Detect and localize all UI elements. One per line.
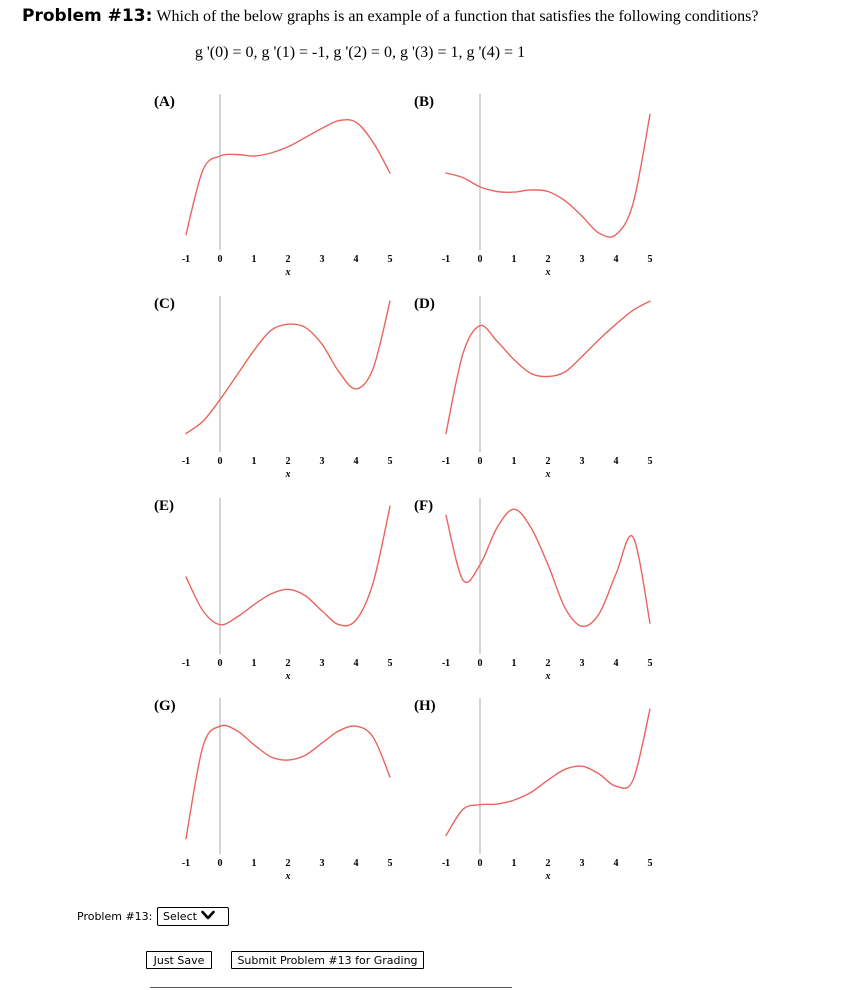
tick-label: 2 <box>545 254 551 265</box>
tick-label: 3 <box>319 858 325 869</box>
tick-label: 5 <box>647 456 653 467</box>
tick-label: 0 <box>217 658 223 669</box>
tick-label: 2 <box>285 254 291 265</box>
tick-label: 4 <box>613 254 619 265</box>
tick-label: 5 <box>387 858 393 869</box>
graph-h <box>394 694 654 894</box>
tick-label: 3 <box>319 254 325 265</box>
tick-label: 5 <box>387 456 393 467</box>
problem-question: Which of the below graphs is an example of a function that satisfies the following conditions? <box>156 8 759 25</box>
tick-label: -1 <box>181 254 191 265</box>
graph-g <box>134 694 394 894</box>
graph-label: (H) <box>414 698 436 714</box>
tick-label: 2 <box>285 658 291 669</box>
tick-label: 2 <box>545 456 551 467</box>
tick-label: 1 <box>251 658 257 669</box>
tick-label: 0 <box>477 858 483 869</box>
tick-label: 4 <box>613 456 619 467</box>
tick-label: -1 <box>181 456 191 467</box>
chevron-down-icon <box>201 910 215 923</box>
tick-label: 2 <box>285 858 291 869</box>
tick-label: 0 <box>217 858 223 869</box>
problem-conditions: g '(0) = 0, g '(1) = -1, g '(2) = 0, g '(3) = 1, g '(4) = 1 <box>194 44 526 61</box>
divider <box>150 987 512 988</box>
tick-label: 3 <box>579 254 585 265</box>
answer-select-value: Select <box>163 910 197 923</box>
tick-label: 4 <box>613 658 619 669</box>
graph-d <box>394 292 654 492</box>
graph-c <box>134 292 394 492</box>
tick-label: 5 <box>387 658 393 669</box>
tick-label: 4 <box>613 858 619 869</box>
tick-label: 1 <box>251 456 257 467</box>
function-curve <box>446 301 650 433</box>
problem-label: Problem #13: <box>22 6 153 26</box>
tick-label: -1 <box>441 254 451 265</box>
tick-label: -1 <box>441 456 451 467</box>
tick-label: -1 <box>181 858 191 869</box>
answer-label: Problem #13: <box>77 910 153 923</box>
graph-label: (G) <box>154 698 176 714</box>
function-curve <box>186 301 390 433</box>
tick-label: 5 <box>647 858 653 869</box>
tick-label: 1 <box>251 254 257 265</box>
tick-label: -1 <box>441 658 451 669</box>
tick-label: 3 <box>579 456 585 467</box>
function-curve <box>186 120 390 235</box>
graph-b <box>394 90 654 290</box>
tick-label: 0 <box>477 254 483 265</box>
tick-label: 0 <box>217 456 223 467</box>
tick-label: 1 <box>251 858 257 869</box>
just-save-button[interactable]: Just Save <box>146 951 212 969</box>
tick-label: 5 <box>647 658 653 669</box>
submit-button[interactable]: Submit Problem #13 for Grading <box>231 951 424 969</box>
tick-label: 2 <box>545 658 551 669</box>
graph-label: (D) <box>414 296 435 312</box>
function-curve <box>446 709 650 835</box>
tick-label: 4 <box>353 658 359 669</box>
tick-label: 1 <box>511 658 517 669</box>
graph-label: (C) <box>154 296 175 312</box>
x-axis-label: x <box>285 469 291 480</box>
graph-label: (B) <box>414 94 434 110</box>
tick-label: 3 <box>319 456 325 467</box>
answer-select[interactable] <box>157 907 229 926</box>
x-axis-label: x <box>285 871 291 882</box>
tick-label: 0 <box>477 658 483 669</box>
tick-label: 0 <box>217 254 223 265</box>
x-axis-label: x <box>545 671 551 682</box>
tick-label: 1 <box>511 456 517 467</box>
tick-label: 2 <box>545 858 551 869</box>
tick-label: 5 <box>647 254 653 265</box>
tick-label: 1 <box>511 858 517 869</box>
tick-label: 4 <box>353 858 359 869</box>
x-axis-label: x <box>545 469 551 480</box>
graph-label: (A) <box>154 94 175 110</box>
graph-e <box>134 494 394 694</box>
tick-label: 2 <box>285 456 291 467</box>
graph-a <box>134 90 394 290</box>
tick-label: -1 <box>181 658 191 669</box>
graph-label: (F) <box>414 498 434 514</box>
tick-label: 5 <box>387 254 393 265</box>
function-curve <box>186 506 390 626</box>
graph-f <box>394 494 654 694</box>
tick-label: 4 <box>353 254 359 265</box>
problem-header <box>22 6 758 26</box>
tick-label: 3 <box>319 658 325 669</box>
graph-label: (E) <box>154 498 174 514</box>
tick-label: 3 <box>579 658 585 669</box>
tick-label: 1 <box>511 254 517 265</box>
tick-label: 3 <box>579 858 585 869</box>
tick-label: 4 <box>353 456 359 467</box>
x-axis-label: x <box>545 871 551 882</box>
x-axis-label: x <box>285 671 291 682</box>
tick-label: 0 <box>477 456 483 467</box>
x-axis-label: x <box>545 267 551 278</box>
tick-label: -1 <box>441 858 451 869</box>
function-curve <box>446 509 650 626</box>
function-curve <box>446 115 650 238</box>
function-curve <box>186 725 390 838</box>
x-axis-label: x <box>285 267 291 278</box>
